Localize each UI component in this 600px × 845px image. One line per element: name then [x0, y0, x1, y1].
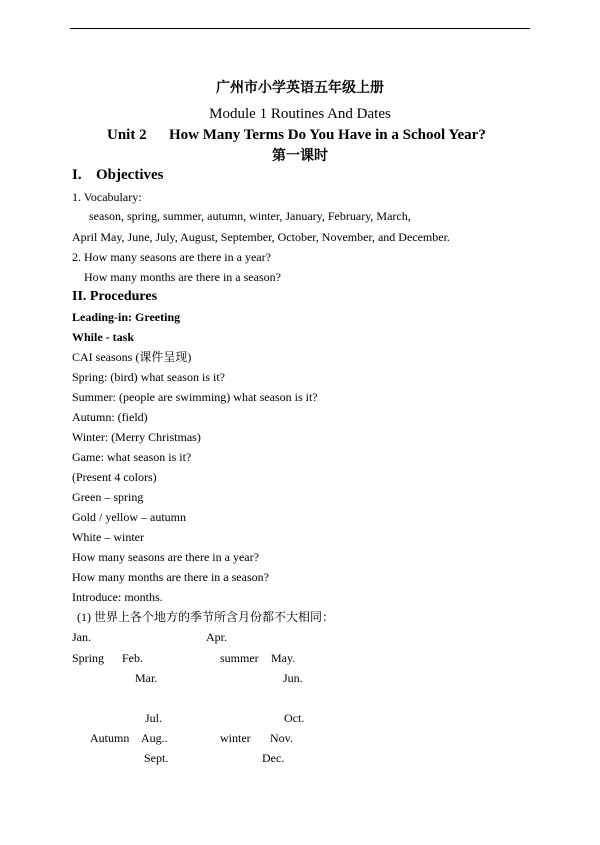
- month-oct: Oct.: [284, 711, 305, 725]
- while-task-label: While - task: [72, 330, 135, 344]
- month-may: May.: [271, 651, 296, 665]
- month-apr: Apr.: [206, 630, 227, 644]
- month-jun: Jun.: [283, 671, 303, 685]
- procedures-heading: II. Procedures: [72, 289, 158, 304]
- seasons-note: (1) 世界上各个地方的季节所含月份都不大相同：: [77, 610, 334, 624]
- month-sept: Sept.: [144, 751, 169, 765]
- month-mar: Mar.: [135, 671, 158, 685]
- season-autumn: Autumn: [90, 731, 130, 745]
- month-dec: Dec.: [262, 751, 285, 765]
- procedure-line: Gold / yellow – autumn: [72, 510, 186, 524]
- procedure-line: White – winter: [72, 530, 144, 544]
- unit-title: How Many Terms Do You Have in a School Year?: [169, 127, 486, 143]
- module-title: Module 1 Routines And Dates: [209, 106, 391, 122]
- lesson-title: 第一课时: [272, 148, 328, 164]
- header-rule: [70, 28, 530, 29]
- document-title: 广州市小学英语五年级上册: [216, 80, 384, 96]
- procedure-line: Green – spring: [72, 490, 144, 504]
- vocabulary-line-1: season, spring, summer, autumn, winter, January, February, March,: [89, 209, 411, 223]
- season-summer: summer: [220, 651, 259, 665]
- season-spring: Spring: [72, 651, 105, 665]
- vocabulary-label: 1. Vocabulary:: [72, 190, 142, 204]
- procedure-line: Game: what season is it?: [72, 450, 192, 464]
- month-feb: Feb.: [122, 651, 143, 665]
- objectives-heading: Objectives: [96, 167, 164, 183]
- month-aug: Aug..: [141, 731, 168, 745]
- question-label: 2. How many seasons are there in a year?: [72, 250, 271, 264]
- leading-in-label: Leading-in: Greeting: [72, 310, 181, 324]
- procedure-line: Summer: (people are swimming) what season is it?: [72, 390, 318, 404]
- procedure-line: How many months are there in a season?: [72, 570, 269, 584]
- procedure-line: (Present 4 colors): [72, 470, 157, 484]
- procedure-line: Spring: (bird) what season is it?: [72, 370, 225, 384]
- month-nov: Nov.: [270, 731, 293, 745]
- question-line-2: How many months are there in a season?: [84, 270, 281, 284]
- procedure-line: Winter: (Merry Christmas): [72, 430, 201, 444]
- month-jul: Jul.: [145, 711, 163, 725]
- vocabulary-line-2: April May, June, July, August, September, October, November, and December.: [72, 230, 450, 244]
- procedure-line: Introduce: months.: [72, 590, 163, 604]
- procedure-line: Autumn: (field): [72, 410, 148, 424]
- procedure-line: CAI seasons (课件呈现): [72, 350, 192, 364]
- unit-label: Unit 2: [107, 127, 147, 143]
- season-winter: winter: [220, 731, 251, 745]
- procedure-line: How many seasons are there in a year?: [72, 550, 259, 564]
- month-jan: Jan.: [72, 630, 91, 644]
- objectives-heading-number: I.: [72, 167, 82, 183]
